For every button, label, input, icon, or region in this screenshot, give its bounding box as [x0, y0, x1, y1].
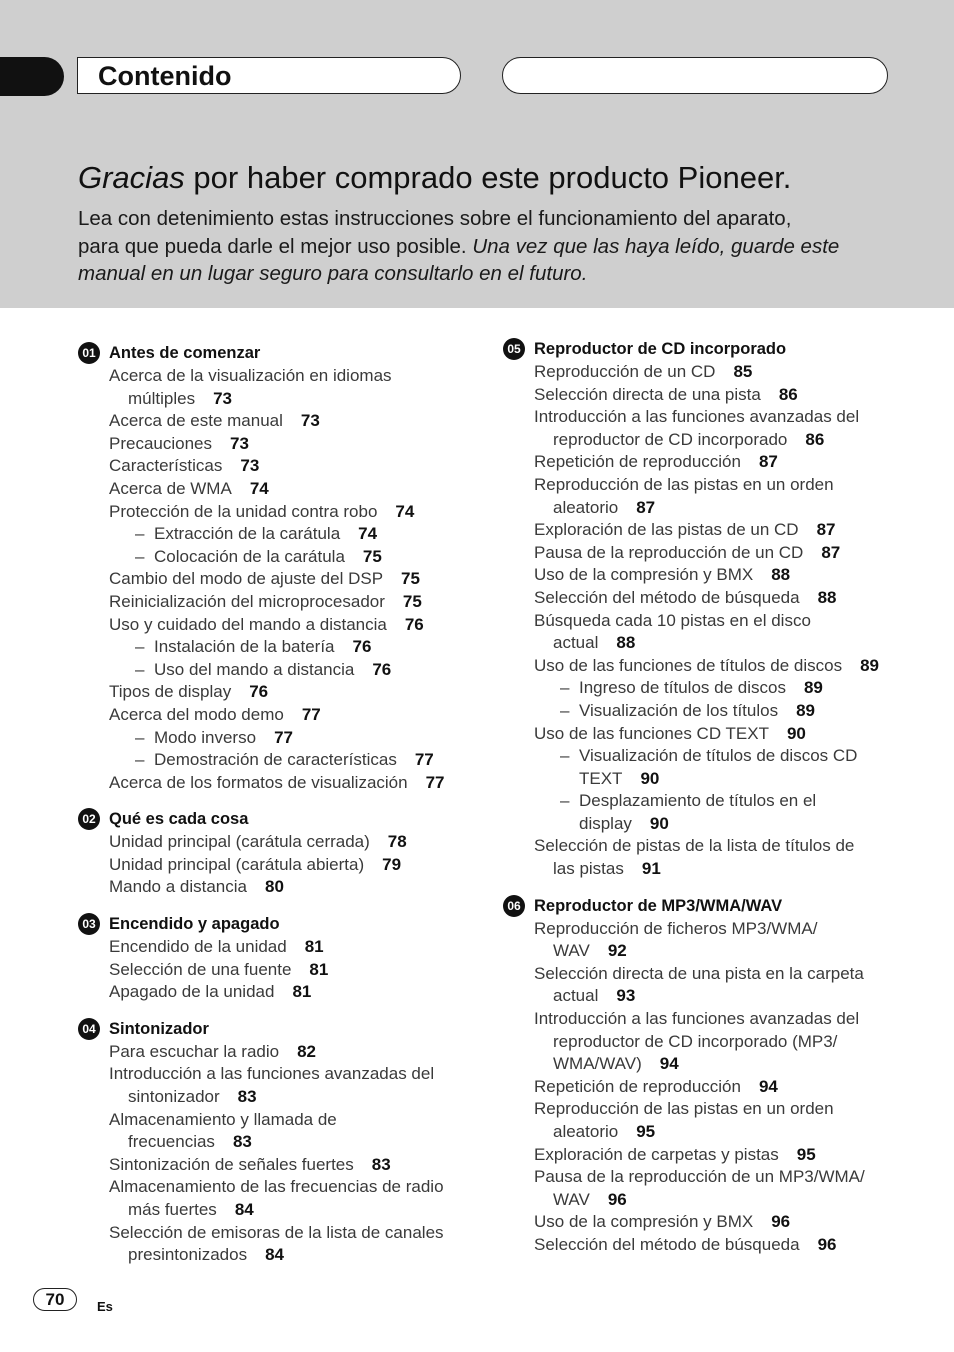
entry-page-number: 82: [297, 1041, 317, 1061]
entry-page-number: 89: [860, 655, 879, 675]
toc-section: [503, 894, 923, 1257]
entry-page-number: 90: [786, 723, 806, 743]
entry-text-continued: [109, 1244, 478, 1267]
entry-text: Acerca del modo demo: [109, 704, 284, 724]
entry-text: Reinicialización del microprocesador: [109, 591, 385, 611]
section-title: Sintonizador: [109, 1019, 209, 1038]
language-code: Es: [97, 1299, 113, 1314]
toc-entry: [78, 1176, 478, 1221]
entry-text: Repetición de reproducción: [534, 1076, 741, 1096]
dash-marker: –: [135, 750, 145, 770]
entry-page-number: 76: [249, 682, 269, 702]
toc-entry: [78, 365, 478, 410]
entry-text: Tipos de display: [109, 682, 232, 702]
entry-page-number: 89: [803, 678, 823, 698]
entry-page-number: 77: [274, 727, 293, 747]
toc-section: [503, 337, 923, 881]
entry-text-continued-line: WAV: [553, 1189, 590, 1209]
entry-page-number: 83: [232, 1132, 252, 1152]
entry-page-number: 83: [371, 1154, 391, 1174]
entry-page-number: 95: [636, 1122, 656, 1141]
toc-entry: [78, 772, 478, 795]
toc-entry: [503, 655, 923, 678]
entry-page-number: 96: [771, 1212, 791, 1232]
entry-page-number: 87: [816, 520, 836, 540]
dash-marker: –: [135, 546, 145, 566]
entry-page-number: 81: [309, 959, 329, 979]
entry-text: Mando a distancia: [109, 877, 247, 897]
toc-entry: [78, 1222, 478, 1267]
entry-text-continued: [534, 1121, 923, 1144]
section-heading: [78, 912, 478, 936]
entry-text: Selección de emisoras de la lista de canales: [109, 1222, 444, 1242]
section-number-badge: 02: [78, 808, 100, 830]
entry-text: Características: [109, 456, 223, 476]
entry-text: Selección directa de una pista en la carpeta: [534, 963, 864, 983]
toc-subentry: [503, 790, 923, 835]
entry-page-number: 94: [659, 1054, 679, 1074]
entry-page-number: 74: [249, 478, 269, 498]
entry-text: Uso de las funciones de títulos de discos: [534, 655, 843, 675]
section-heading: [503, 337, 923, 361]
toc-entry: [503, 519, 923, 542]
toc-entry: [503, 587, 923, 610]
entry-text-continued-line: actual: [553, 633, 599, 653]
entry-text-continued: [534, 985, 923, 1008]
entry-text: Reproducción de las pistas en un orden: [534, 474, 834, 494]
entry-page-number: 73: [240, 456, 260, 476]
entry-text: Instalación de la batería: [154, 637, 335, 657]
entry-page-number: 75: [362, 546, 382, 566]
entry-text: Selección de pistas de la lista de títulos de: [534, 836, 855, 856]
entry-page-number: 94: [758, 1076, 778, 1096]
toc-subentry: [78, 727, 478, 750]
toc-entry: [78, 1041, 478, 1064]
entry-text-continued-line: WMA/WAV): [553, 1054, 642, 1074]
entry-text: Uso de las funciones CD TEXT: [534, 723, 769, 743]
entry-text: Apagado de la unidad: [109, 982, 275, 1002]
entry-text-continued: [109, 1131, 478, 1154]
toc-entry: [78, 478, 478, 501]
toc-entry: [78, 591, 478, 614]
toc-entry: [503, 1144, 923, 1167]
entry-text: Para escuchar la radio: [109, 1041, 280, 1061]
entry-text-continued-line: múltiples: [128, 388, 196, 408]
headline-italic: Gracias: [78, 160, 185, 195]
entry-text-continued-line: las pistas: [553, 859, 624, 879]
entry-text: Introducción a las funciones avanzadas del: [109, 1064, 435, 1084]
entry-page-number: 87: [636, 497, 656, 517]
section-heading: [503, 894, 923, 918]
entry-page-number: 75: [402, 591, 422, 611]
section-heading: [78, 1017, 478, 1041]
entry-text-continued: [534, 1053, 923, 1076]
entry-page-number: 78: [387, 832, 407, 852]
entry-page-number: 73: [213, 388, 233, 408]
entry-text-continued: [534, 1189, 923, 1212]
dash-marker: –: [135, 524, 145, 544]
toc-entry: [503, 1008, 923, 1076]
entry-page-number: 73: [230, 433, 249, 453]
entry-text-continued: [560, 768, 923, 791]
entry-text: Uso del mando a distancia: [154, 659, 355, 679]
toc-entry: [503, 451, 923, 474]
entry-text: Acerca de WMA: [109, 478, 232, 498]
dash-marker: –: [560, 678, 570, 698]
entry-text-continued: [534, 497, 923, 520]
entry-page-number: 77: [301, 704, 321, 724]
entry-page-number: 81: [304, 937, 324, 957]
toc-entry: [503, 610, 923, 655]
toc-entry: [78, 501, 478, 524]
toc-entry: [78, 704, 478, 727]
page-title: Contenido: [98, 61, 232, 91]
entry-text: Selección del método de búsqueda: [534, 1234, 800, 1254]
toc-entry: [503, 474, 923, 519]
toc-entry: [503, 1166, 923, 1211]
entry-page-number: 96: [607, 1189, 627, 1209]
entry-text-continued: [534, 429, 923, 452]
toc-entry: [78, 1154, 478, 1177]
title-pill: [77, 57, 461, 94]
intro-line-1: Lea con detenimiento estas instrucciones sobre el funcionamiento del aparato,: [78, 207, 792, 230]
toc-entry: [503, 384, 923, 407]
section-number-badge: 01: [78, 342, 100, 364]
entry-page-number: 83: [237, 1087, 257, 1107]
toc-section: [78, 912, 478, 1004]
toc-entry: [503, 918, 923, 963]
toc-entry: [503, 963, 923, 1008]
section-title: Qué es cada cosa: [109, 810, 249, 829]
toc-subentry: [503, 700, 923, 723]
entry-text: Repetición de reproducción: [534, 452, 741, 472]
section-number-badge: 05: [503, 338, 525, 360]
toc-section: [78, 341, 478, 794]
entry-page-number: 79: [382, 854, 402, 874]
entry-page-number: 93: [616, 986, 636, 1006]
toc-entry: [78, 568, 478, 591]
entry-text-continued-line: WAV: [553, 941, 590, 961]
toc-entry: [78, 1063, 478, 1108]
entry-page-number: 80: [264, 877, 284, 897]
entry-text: Visualización de títulos de discos CD: [579, 746, 858, 766]
entry-text: Exploración de las pistas de un CD: [534, 520, 799, 540]
section-number-badge: 03: [78, 913, 100, 935]
entry-text-continued: [534, 858, 923, 881]
entry-text-continued-line: más fuertes: [128, 1200, 217, 1219]
entry-page-number: 89: [796, 700, 815, 720]
entry-page-number: 90: [640, 768, 660, 788]
entry-page-number: 76: [404, 614, 424, 634]
intro-line-2: [78, 233, 938, 261]
toc-entry: [503, 564, 923, 587]
entry-text-continued: [534, 940, 923, 963]
toc-section: [78, 807, 478, 899]
dash-marker: –: [560, 746, 570, 766]
dash-marker: –: [560, 700, 570, 720]
entry-text-continued: [560, 813, 923, 836]
entry-text: Reproducción de ficheros MP3/WMA/: [534, 918, 818, 938]
entry-page-number: 95: [796, 1144, 816, 1164]
toc-column-right: [503, 337, 923, 1270]
entry-text: Exploración de carpetas y pistas: [534, 1144, 779, 1164]
entry-page-number: 77: [414, 750, 434, 770]
toc-entry: [78, 410, 478, 433]
entry-page-number: 87: [758, 452, 778, 472]
entry-text-continued-line: actual: [553, 986, 599, 1006]
dash-marker: –: [135, 637, 145, 657]
toc-entry: [503, 361, 923, 384]
entry-text-continued-line: aleatorio: [553, 1122, 619, 1141]
dash-marker: –: [135, 659, 145, 679]
entry-text: Selección directa de una pista: [534, 384, 761, 404]
headline: [78, 160, 938, 196]
entry-text-continued: [534, 632, 923, 655]
section-number-badge: 06: [503, 895, 525, 917]
entry-text: Desplazamiento de títulos en el: [579, 791, 817, 811]
section-title: Antes de comenzar: [109, 344, 261, 362]
entry-text: Introducción a las funciones avanzadas del: [534, 1009, 860, 1029]
entry-text: Pausa de la reproducción de un MP3/WMA/: [534, 1167, 865, 1187]
entry-text-continued-line: display: [579, 813, 632, 833]
dash-marker: –: [135, 727, 145, 747]
intro-line-2-italic: Una vez que las haya leído, guarde este: [472, 234, 840, 258]
toc-entry: [503, 406, 923, 451]
entry-text-continued: [109, 388, 478, 411]
entry-page-number: 74: [358, 524, 378, 544]
entry-page-number: 73: [300, 411, 320, 431]
toc-subentry: [503, 677, 923, 700]
toc-entry: [78, 959, 478, 982]
toc-entry: [78, 981, 478, 1004]
entry-page-number: 90: [649, 813, 669, 833]
toc-subentry: [78, 546, 478, 569]
toc-subentry: [78, 636, 478, 659]
toc-subentry: [78, 749, 478, 772]
toc-entry: [503, 1098, 923, 1143]
entry-text: Ingreso de títulos de discos: [579, 678, 786, 698]
section-title: Encendido y apagado: [109, 915, 280, 934]
toc-entry: [78, 831, 478, 854]
entry-page-number: 76: [352, 637, 372, 657]
toc-entry: [503, 723, 923, 746]
entry-text-continued-line: reproductor de CD incorporado: [553, 429, 788, 449]
entry-page-number: 85: [733, 362, 753, 381]
entry-page-number: 91: [641, 859, 661, 879]
entry-text: Reproducción de las pistas en un orden: [534, 1099, 834, 1119]
entry-text: Acerca de la visualización en idiomas: [109, 366, 392, 385]
entry-text-continued: [109, 1199, 478, 1222]
toc-entry: [78, 433, 478, 456]
toc-column-left: [78, 341, 478, 1280]
entry-text: Precauciones: [109, 433, 213, 453]
toc-entry: [78, 681, 478, 704]
toc-entry: [78, 614, 478, 637]
entry-text: Selección de una fuente: [109, 959, 292, 979]
entry-page-number: 87: [821, 542, 841, 562]
entry-text-continued: [534, 1031, 923, 1054]
dash-marker: –: [560, 791, 570, 811]
entry-text: Acerca de los formatos de visualización: [109, 772, 408, 792]
entry-text: Almacenamiento y llamada de: [109, 1109, 337, 1129]
entry-text: Uso de la compresión y BMX: [534, 1212, 754, 1232]
entry-page-number: 75: [401, 569, 420, 589]
toc-entry: [78, 936, 478, 959]
entry-text: Visualización de los títulos: [579, 700, 779, 720]
entry-page-number: 86: [805, 429, 825, 449]
section-title: Reproductor de CD incorporado: [534, 340, 787, 358]
entry-text-continued-line: reproductor de CD incorporado (MP3/: [553, 1031, 838, 1051]
entry-text: Demostración de características: [154, 750, 397, 770]
entry-text-continued-line: TEXT: [579, 768, 623, 788]
entry-text: Uso de la compresión y BMX: [534, 565, 754, 585]
toc-subentry: [78, 523, 478, 546]
intro-paragraph: [78, 205, 938, 288]
entry-text: Unidad principal (carátula abierta): [109, 854, 365, 874]
intro-line-2-regular: para que pueda darle el mejor uso posible.: [78, 234, 473, 258]
entry-text: Pausa de la reproducción de un CD: [534, 542, 804, 562]
entry-text: Selección del método de búsqueda: [534, 587, 800, 607]
entry-page-number: 86: [778, 384, 798, 404]
entry-text: Extracción de la carátula: [154, 524, 341, 544]
entry-page-number: 77: [425, 772, 445, 792]
entry-text: Sintonización de señales fuertes: [109, 1154, 354, 1174]
headline-rest: por haber comprado este producto Pioneer.: [184, 160, 792, 195]
section-number-badge: 04: [78, 1018, 100, 1040]
entry-page-number: 74: [395, 501, 415, 521]
page-number: 70: [33, 1288, 77, 1311]
toc-entry: [78, 876, 478, 899]
toc-entry: [78, 1109, 478, 1154]
toc-entry: [78, 455, 478, 478]
entry-text-continued: [109, 1086, 478, 1109]
toc-entry: [503, 1234, 923, 1257]
section-title: Reproductor de MP3/WMA/WAV: [534, 896, 783, 915]
entry-page-number: 84: [234, 1200, 254, 1219]
toc-entry: [503, 1076, 923, 1099]
entry-text-continued-line: aleatorio: [553, 497, 619, 517]
entry-page-number: 88: [616, 633, 636, 653]
entry-text: Cambio del modo de ajuste del DSP: [109, 569, 384, 589]
section-heading: [78, 341, 478, 365]
entry-page-number: 88: [771, 565, 791, 585]
entry-text: Modo inverso: [154, 727, 257, 747]
toc-subentry: [78, 659, 478, 682]
entry-text: Uso y cuidado del mando a distancia: [109, 614, 387, 634]
entry-page-number: 92: [607, 941, 627, 961]
entry-text: Búsqueda cada 10 pistas en el disco: [534, 610, 811, 630]
entry-text-continued-line: presintonizados: [128, 1245, 248, 1265]
entry-page-number: 96: [817, 1234, 837, 1254]
entry-page-number: 84: [265, 1245, 284, 1265]
entry-text-continued-line: frecuencias: [128, 1132, 215, 1152]
intro-line-3: manual en un lugar seguro para consultarlo en el futuro.: [78, 262, 588, 285]
entry-page-number: 88: [817, 587, 837, 607]
entry-text: Reproducción de un CD: [534, 362, 716, 381]
toc-entry: [78, 854, 478, 877]
section-heading: [78, 807, 478, 831]
toc-entry: [503, 542, 923, 565]
toc-entry: [503, 835, 923, 880]
entry-text: Protección de la unidad contra robo: [109, 501, 378, 521]
toc-subentry: [503, 745, 923, 790]
toc-entry: [503, 1211, 923, 1234]
entry-text: Acerca de este manual: [109, 411, 283, 431]
entry-text: Almacenamiento de las frecuencias de radio: [109, 1177, 444, 1197]
entry-page-number: 81: [292, 982, 312, 1002]
blank-header-pill: [502, 57, 888, 94]
toc-section: [78, 1017, 478, 1267]
entry-text-continued-line: sintonizador: [128, 1087, 220, 1107]
entry-text: Unidad principal (carátula cerrada): [109, 832, 370, 852]
entry-page-number: 76: [372, 659, 392, 679]
section-tab-marker: [0, 57, 64, 96]
entry-text: Colocación de la carátula: [154, 546, 345, 566]
entry-text: Introducción a las funciones avanzadas del: [534, 407, 860, 427]
entry-text: Encendido de la unidad: [109, 937, 287, 957]
